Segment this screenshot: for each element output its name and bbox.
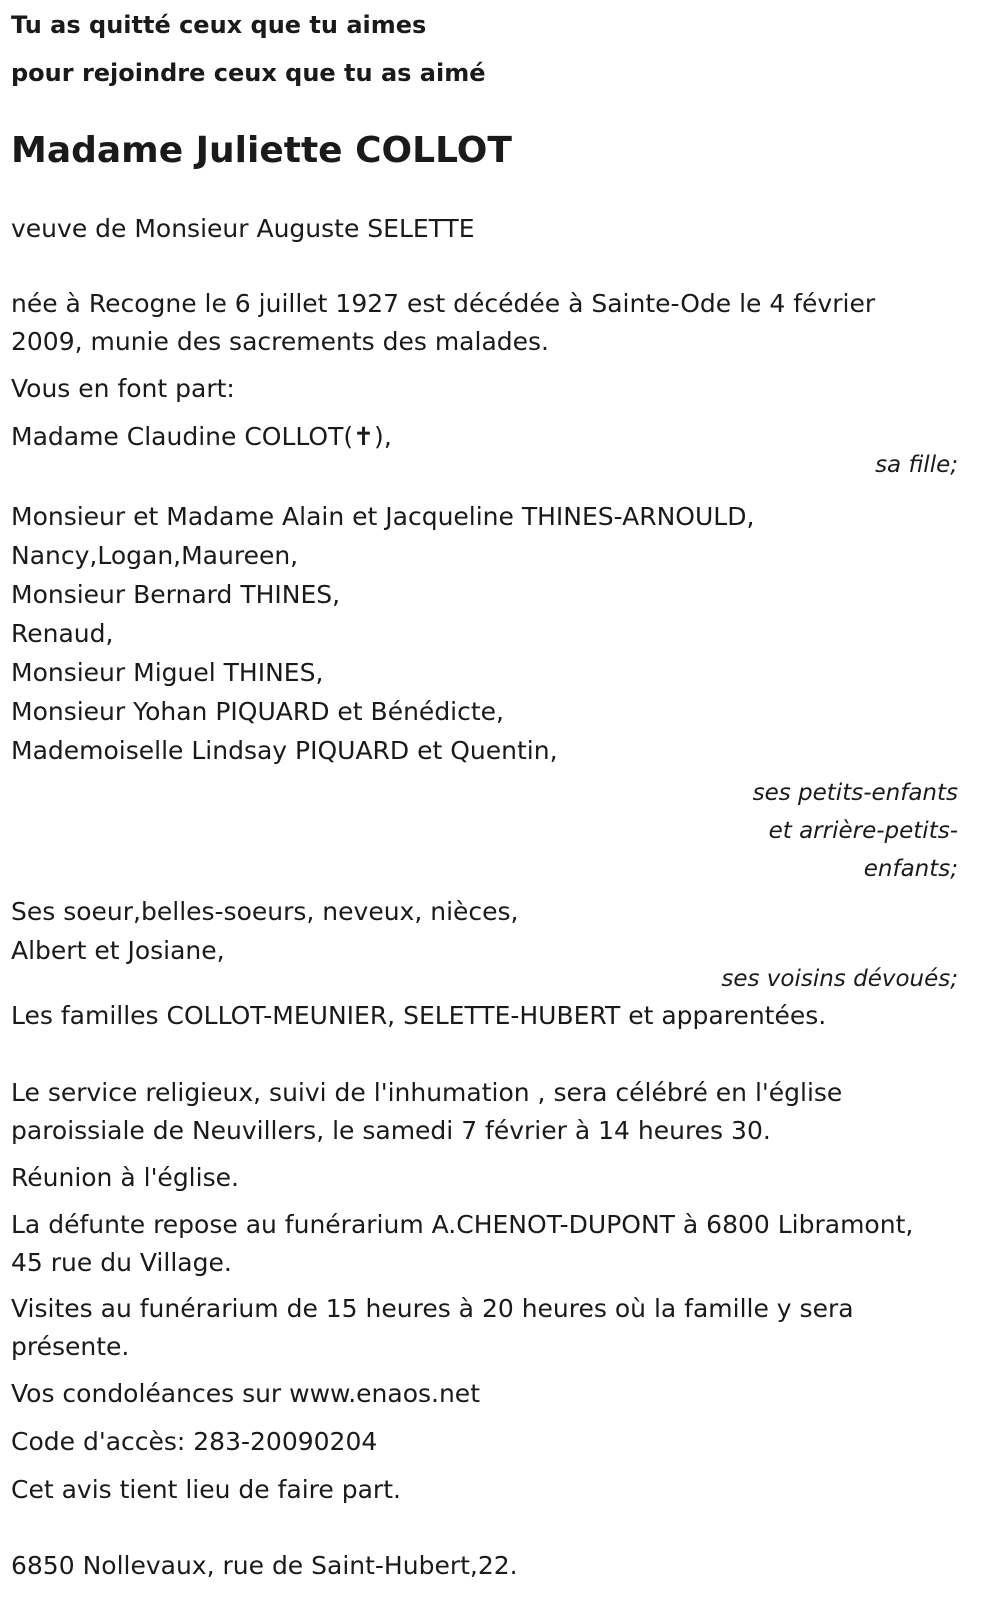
verse-line-1: Tu as quitté ceux que tu aimes [11,11,427,39]
birth-death-text: née à Recogne le 6 juillet 1927 est décédée à Sainte-Ode le 4 février 2009, munie des sacrements des malades. [11,289,876,356]
families-line: Les familles COLLOT-MEUNIER, SELETTE-HUBERT et apparentées. [11,1001,827,1030]
meeting-text: Réunion à l'église. [11,1163,239,1192]
list-item: Ses soeur,belles-soeurs, neveux, nièces, [11,897,519,926]
list-item: Monsieur Miguel THINES, [11,658,324,687]
list-item: Renaud, [11,619,114,648]
announce-text: Vous en font part: [11,374,235,403]
grandchildren-list [11,497,958,770]
list-item: Albert et Josiane, [11,936,225,965]
list-item: Monsieur Yohan PIQUARD et Bénédicte, [11,697,505,726]
list-item: Mademoiselle Lindsay PIQUARD et Quentin, [11,736,558,765]
widow-of: veuve de Monsieur Auguste SELETTE [11,214,475,243]
deceased-name: Madame Juliette COLLOT [11,130,512,171]
address-text: 6850 Nollevaux, rue de Saint-Hubert,22. [11,1551,518,1580]
resting-text: La défunte repose au funérarium A.CHENOT-DUPONT à 6800 Libramont, 45 rue du Village. [11,1210,914,1277]
access-code: Code d'accès: 283-20090204 [11,1427,378,1456]
list-item: Nancy,Logan,Maureen, [11,541,299,570]
service-text: Le service religieux, suivi de l'inhumation , sera célébré en l'église paroissiale de Neuvillers, le samedi 7 février à 14 heures 30. [11,1078,843,1145]
list-item: Monsieur et Madame Alain et Jacqueline THINES-ARNOULD, [11,502,755,531]
daughter-line: Madame Claudine COLLOT(✝), [11,422,392,451]
list-item: Monsieur Bernard THINES, [11,580,341,609]
grandchildren-role: ses petits-enfants et arrière-petits-enfants; [752,780,958,882]
neighbours-role: ses voisins dévoués; [721,966,958,992]
visits-text: Visites au funérarium de 15 heures à 20 heures où la famille y sera présente. [11,1294,854,1361]
relatives-list [11,892,958,970]
daughter-role: sa fille; [875,452,958,478]
notice-text: Cet avis tient lieu de faire part. [11,1475,401,1504]
verse-line-2: pour rejoindre ceux que tu as aimé [11,59,486,87]
condolences-text: Vos condoléances sur www.enaos.net [11,1379,480,1408]
